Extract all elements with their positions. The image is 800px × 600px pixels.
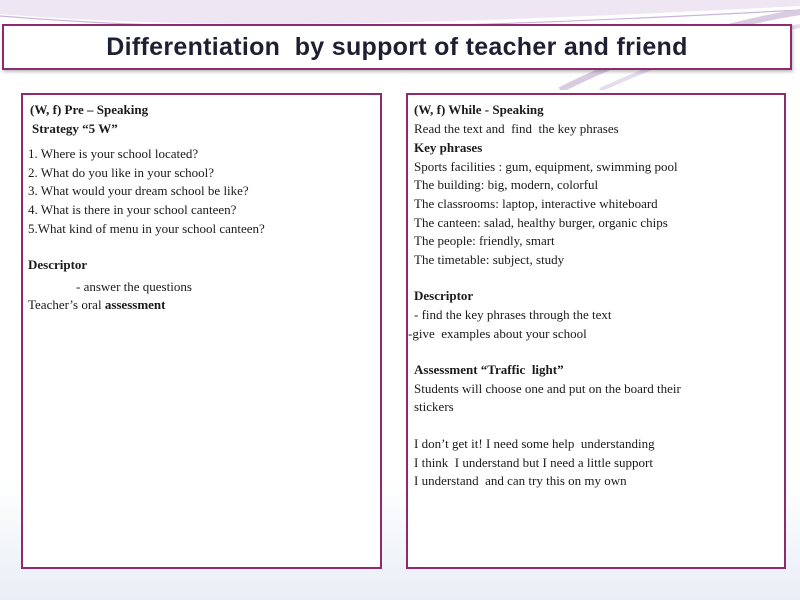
pre-speaking-header: (W, f) Pre – Speaking	[30, 102, 149, 117]
assessment-bold: assessment	[104, 297, 166, 313]
instruction: Read the text and find the key phrases	[414, 120, 619, 136]
page-title: Differentiation by support of teacher and friend	[106, 32, 688, 61]
descriptor-item: - find the key phrases through the text	[414, 306, 612, 322]
question-item: 5.What kind of menu in your school canteen?	[28, 220, 265, 236]
key-phrase: Sports facilities : gum, equipment, swimming pool	[414, 158, 678, 174]
pre-speaking-panel	[21, 93, 382, 569]
traffic-light-level: I don’t get it! I need some help understanding	[414, 435, 655, 451]
question-item: 1. Where is your school located?	[28, 146, 199, 162]
traffic-light-level: I think I understand but I need a little support	[414, 454, 654, 470]
key-phrase: The timetable: subject, study	[414, 251, 565, 267]
key-phrases-label: Key phrases	[414, 140, 483, 156]
descriptor-item: -give examples about your school	[408, 325, 587, 341]
assessment-text: stickers	[414, 399, 454, 415]
assessment-label: Assessment “Traffic light”	[414, 362, 564, 378]
key-phrase: The classrooms: laptop, interactive whiteboard	[414, 195, 658, 211]
while-speaking-panel	[406, 93, 786, 569]
assessment-line	[28, 296, 374, 315]
key-phrase: The canteen: salad, healthy burger, organic chips	[414, 214, 668, 230]
assessment-prefix: Teacher’s oral	[28, 297, 105, 313]
traffic-light-level: I understand and can try this on my own	[414, 473, 627, 489]
descriptor-item: - answer the questions	[76, 278, 192, 294]
strategy-label: Strategy “5 W”	[32, 120, 118, 136]
question-item: 4. What is there in your school canteen?	[28, 201, 237, 217]
descriptor-label: Descriptor	[414, 288, 474, 304]
question-item: 2. What do you like in your school?	[28, 164, 215, 180]
descriptor-label: Descriptor	[28, 257, 88, 273]
key-phrase: The people: friendly, smart	[414, 233, 555, 249]
while-speaking-header: (W, f) While - Speaking	[414, 102, 544, 117]
question-item: 3. What would your dream school be like?	[28, 183, 249, 199]
title-bar	[2, 24, 792, 70]
swoosh-band	[0, 0, 800, 24]
key-phrase: The building: big, modern, colorful	[414, 177, 599, 193]
assessment-text: Students will choose one and put on the board their	[414, 380, 681, 396]
